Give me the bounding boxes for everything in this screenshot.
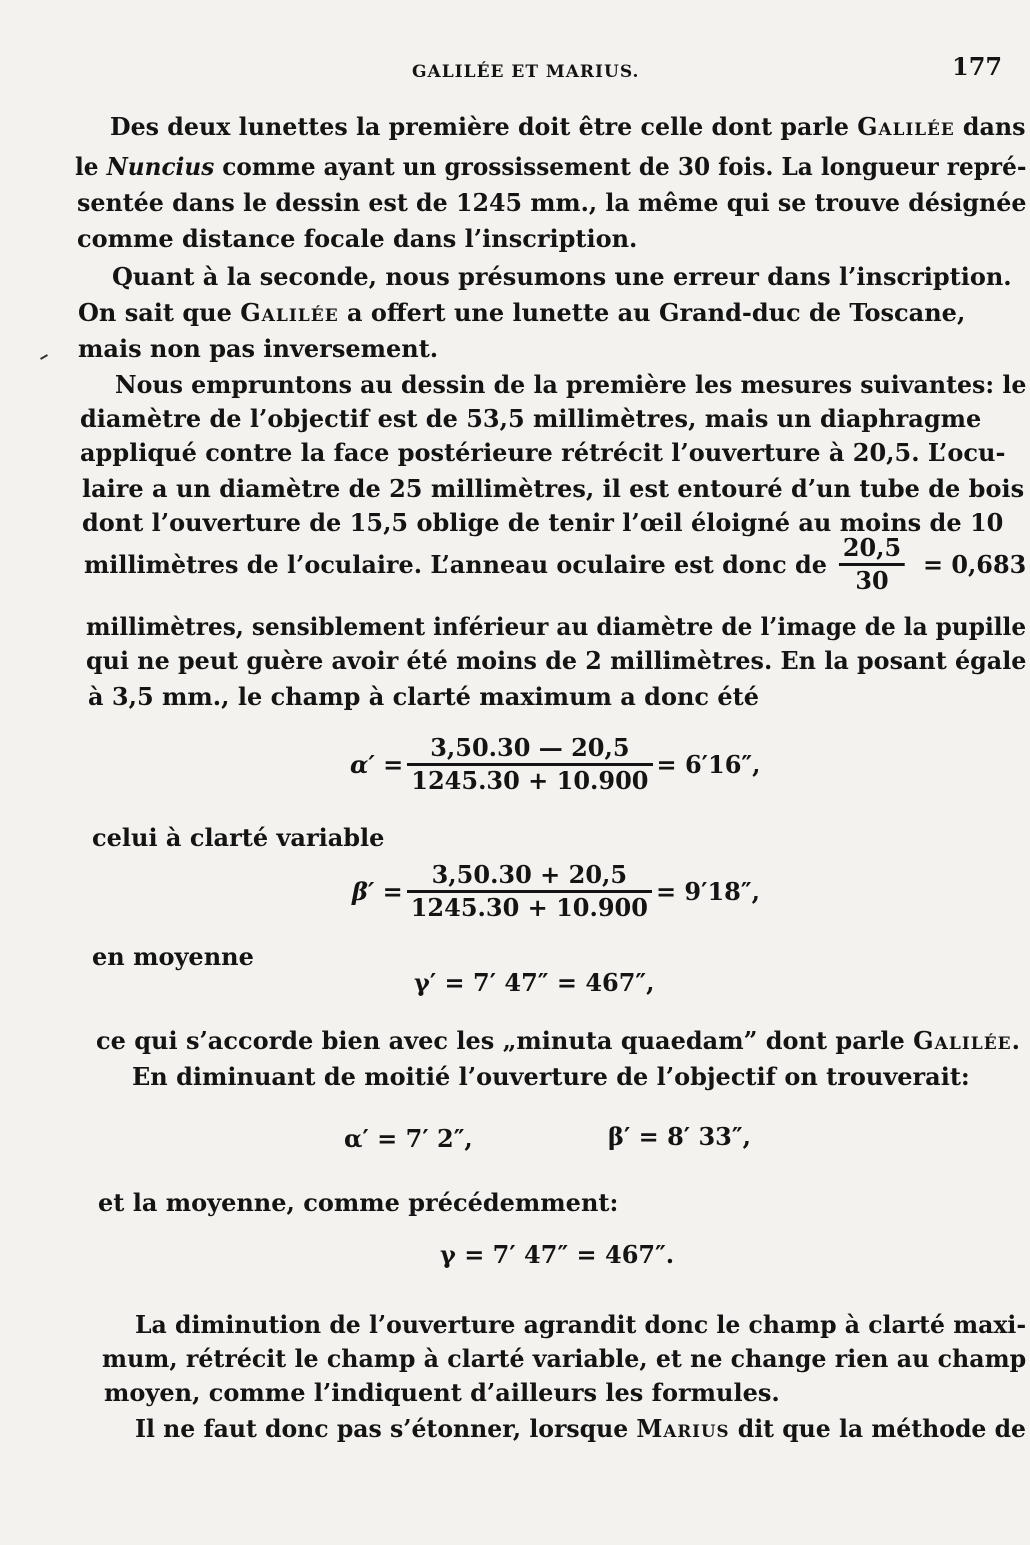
text-line: laire a un diamètre de 25 millimètres, il est entouré d’un tube de bois xyxy=(82,474,1025,503)
text-span: dit que la méthode de xyxy=(729,1414,1027,1443)
text-line xyxy=(75,152,1026,182)
text-line xyxy=(96,1026,1021,1056)
page-number: 177 xyxy=(952,52,1003,81)
text-span: millimètres de l’oculaire. L’anneau oculaire est donc de xyxy=(84,549,827,579)
text-line: La diminution de l’ouverture agrandit donc le champ à clarté maxi- xyxy=(135,1310,1027,1339)
equation-rhs: = 9′18″, xyxy=(655,877,760,906)
equation-rhs: = 6′16″, xyxy=(656,750,761,779)
fraction-denominator: 1245.30 + 10.900 xyxy=(410,893,648,922)
text-span: Des deux lunettes la première doit être celle dont parle xyxy=(110,112,858,141)
text-line: sentée dans le dessin est de 1245 mm., la même qui se trouve désignée xyxy=(77,188,1027,217)
text-span: = 0,683 xyxy=(923,549,1027,579)
equation-gamma: γ = 7′ 47″ = 467″. xyxy=(440,1240,675,1269)
author-name: Galilée xyxy=(857,112,955,141)
text-span: dans xyxy=(954,112,1026,141)
fraction xyxy=(839,533,905,596)
text-line: diamètre de l’objectif est de 53,5 millimètres, mais un diaphragme xyxy=(80,404,982,433)
fraction xyxy=(407,733,652,796)
text-span: a offert une lunette au Grand-duc de Toscane, xyxy=(338,298,966,327)
fraction-denominator: 30 xyxy=(855,566,889,595)
text-line: millimètres, sensiblement inférieur au diamètre de l’image de la pupille xyxy=(86,612,1027,641)
running-header: GALILÉE ET MARIUS. xyxy=(412,62,640,82)
fraction-numerator: 3,50.30 + 20,5 xyxy=(407,860,652,893)
fraction-numerator: 20,5 xyxy=(839,533,905,566)
fraction-numerator: 3,50.30 — 20,5 xyxy=(407,733,652,766)
equation-alpha-short: α′ = 7′ 2″, xyxy=(344,1124,473,1153)
text-line: mais non pas inversement. xyxy=(78,334,439,363)
equation-alpha xyxy=(350,733,760,796)
text-line: dont l’ouverture de 15,5 oblige de tenir l’œil éloigné au moins de 10 xyxy=(82,508,1004,537)
author-name: Galilée xyxy=(240,298,339,327)
text-line xyxy=(135,1414,1026,1444)
text-line: En diminuant de moitié l’ouverture de l’objectif on trouverait: xyxy=(132,1062,970,1091)
work-title: Nuncius xyxy=(106,152,215,181)
text-line: à 3,5 mm., le champ à clarté maximum a donc été xyxy=(88,682,760,711)
fraction xyxy=(407,860,652,923)
equation-lhs: β′ = xyxy=(352,877,403,906)
margin-mark xyxy=(40,354,48,360)
text-line: Quant à la seconde, nous présumons une erreur dans l’inscription. xyxy=(112,262,1012,291)
equation-gamma-prime: γ′ = 7′ 47″ = 467″, xyxy=(414,968,655,997)
text-line xyxy=(78,298,965,328)
text-line: comme distance focale dans l’inscription. xyxy=(77,224,638,253)
text-span: Il ne faut donc pas s’étonner, lorsque xyxy=(135,1414,637,1443)
text-line: Nous empruntons au dessin de la première les mesures suivantes: le xyxy=(115,370,1027,399)
text-span: le xyxy=(75,152,107,181)
text-line: mum, rétrécit le champ à clarté variable, et ne change rien au champ xyxy=(102,1344,1027,1373)
text-line: en moyenne xyxy=(92,942,254,971)
text-span: ce qui s’accorde bien avec les „minuta quaedam” dont parle xyxy=(96,1026,914,1055)
text-line-with-fraction xyxy=(84,533,1026,596)
equation-beta-short: β′ = 8′ 33″, xyxy=(608,1122,751,1151)
text-line xyxy=(110,112,1026,142)
equation-lhs: α′ = xyxy=(350,750,404,779)
author-name: Marius xyxy=(636,1414,730,1443)
text-line: celui à clarté variable xyxy=(92,823,385,852)
text-line: qui ne peut guère avoir été moins de 2 millimètres. En la posant égale xyxy=(86,646,1027,675)
text-line: appliqué contre la face postérieure rétrécit l’ouverture à 20,5. L’ocu- xyxy=(80,438,1006,467)
text-span: comme ayant un grossissement de 30 fois. La longueur repré- xyxy=(214,152,1027,181)
fraction-denominator: 1245.30 + 10.900 xyxy=(411,766,649,795)
author-name: Galilée. xyxy=(913,1026,1021,1055)
text-span: On sait que xyxy=(78,298,241,327)
equation-beta xyxy=(352,860,760,923)
text-line: et la moyenne, comme précédemment: xyxy=(98,1188,619,1217)
text-line: moyen, comme l’indiquent d’ailleurs les formules. xyxy=(104,1378,780,1407)
